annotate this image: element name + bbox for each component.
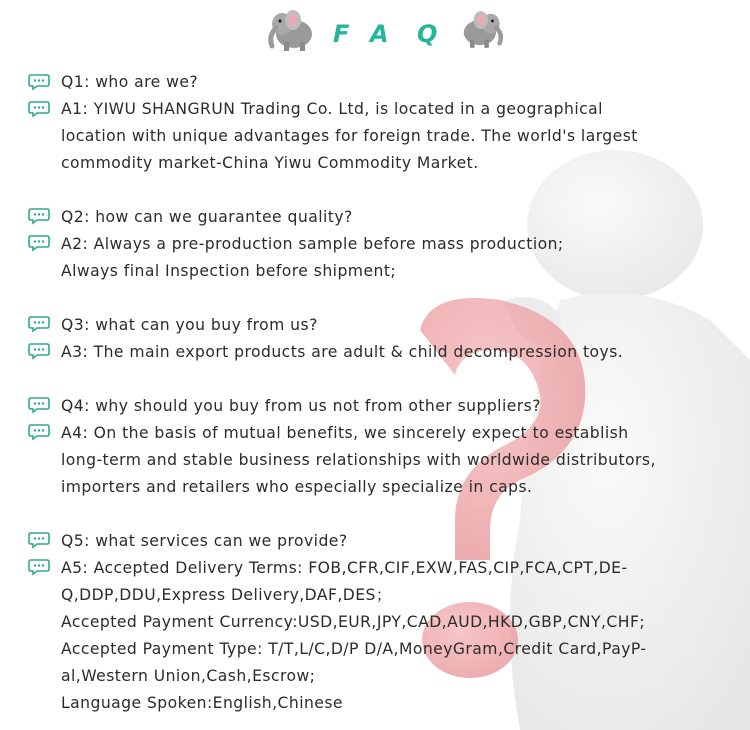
faq-a5-line: Language Spoken:English,Chinese [61, 694, 343, 712]
faq-a5-line: Accepted Payment Currency:USD,EUR,JPY,CAD,AUD,HKD,GBP,CNY,CHF; [61, 613, 646, 631]
faq-a1-line: location with unique advantages for foreign trade. The world's largest [61, 127, 638, 145]
faq-a1-line: commodity market-China Yiwu Commodity Market. [61, 154, 479, 172]
faq-a4-line: long-term and stable business relationships with worldwide distributors, [61, 451, 656, 469]
chat-bubble-icon [28, 558, 50, 576]
faq-a3-line: A3: The main export products are adult & child decompression toys. [61, 343, 624, 361]
faq-a4-line: importers and retailers who especially specialize in caps. [61, 478, 533, 496]
faq-q3-line: Q3: what can you buy from us? [61, 316, 318, 334]
chat-bubble-icon [28, 342, 50, 360]
chat-bubble-icon [28, 100, 50, 118]
faq-q2-line: Q2: how can we guarantee quality? [61, 208, 353, 226]
chat-bubble-icon [28, 315, 50, 333]
faq-q1-line: Q1: who are we? [61, 73, 199, 91]
faq-a2-line: A2: Always a pre-production sample before mass production; [61, 235, 564, 253]
chat-bubble-icon [28, 531, 50, 549]
faq-a5-line: al,Western Union,Cash,Escrow; [61, 667, 316, 685]
faq-letter-a: A [370, 20, 389, 48]
chat-bubble-icon [28, 396, 50, 414]
faq-letter-q: Q [417, 20, 438, 48]
faq-a1-line: A1: YIWU SHANGRUN Trading Co. Ltd, is located in a geographical [61, 100, 603, 118]
faq-letter-f: F [333, 20, 350, 48]
chat-bubble-icon [28, 73, 50, 91]
chat-bubble-icon [28, 207, 50, 225]
faq-q4-line: Q4: why should you buy from us not from other suppliers? [61, 397, 541, 415]
faq-a4-line: A4: On the basis of mutual benefits, we sincerely expect to establish [61, 424, 629, 442]
faq-a5-line: Q,DDP,DDU,Express Delivery,DAF,DES； [61, 586, 392, 604]
faq-a2-line: Always final Inspection before shipment; [61, 262, 397, 280]
chat-bubble-icon [28, 234, 50, 252]
chat-bubble-icon [28, 423, 50, 441]
faq-a5-line: A5: Accepted Delivery Terms: FOB,CFR,CIF,EXW,FAS,CIP,FCA,CPT,DE- [61, 559, 628, 577]
faq-q5-line: Q5: what services can we provide? [61, 532, 348, 550]
faq-a5-line: Accepted Payment Type: T/T,L/C,D/P D/A,MoneyGram,Credit Card,PayP- [61, 640, 647, 658]
